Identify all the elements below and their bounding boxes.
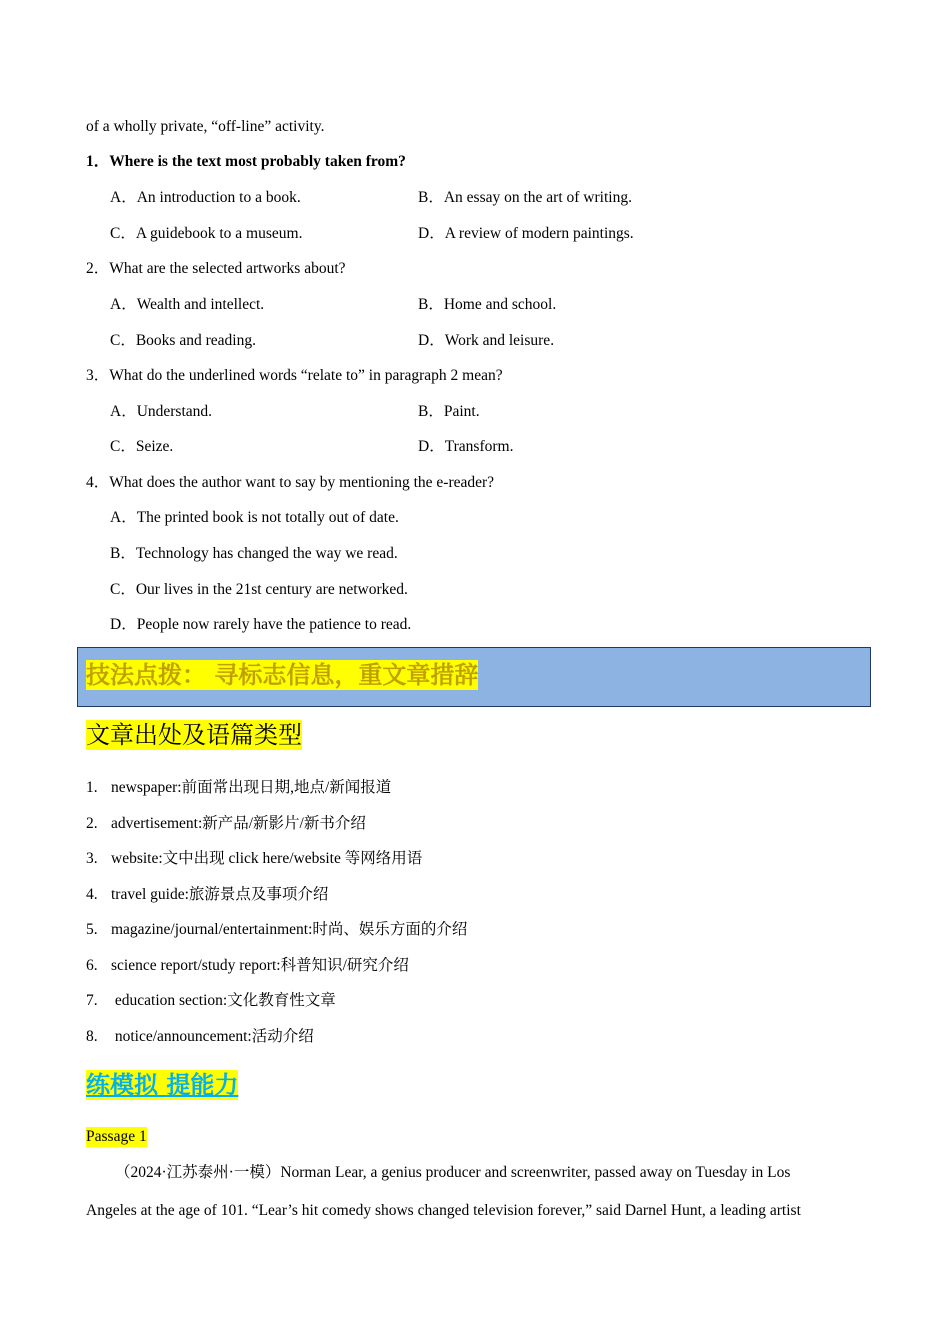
list-item: 2. advertisement:新产品/新影片/新书介绍 [86, 815, 366, 832]
tips-banner-title: 技法点拨： 寻标志信息，重文章措辞 [86, 661, 479, 689]
section-title: 文章出处及语篇类型 [86, 721, 302, 749]
tips-banner [77, 647, 871, 707]
question-4-stem: 4．What does the author want to say by mentioning the e-reader? [86, 474, 495, 491]
question-2-option-c: C．Books and reading. [110, 332, 256, 349]
list-item: 3. website:文中出现 click here/website 等网络用语 [86, 850, 423, 867]
list-item: 4. travel guide:旅游景点及事项介绍 [86, 886, 329, 903]
list-item: 1. newspaper:前面常出现日期,地点/新闻报道 [86, 779, 392, 796]
question-1-option-d: D．A review of modern paintings. [418, 225, 634, 242]
question-1-option-a: A．An introduction to a book. [110, 189, 301, 206]
practice-title: 练模拟 提能力 [86, 1071, 239, 1099]
list-item: 6. science report/study report:科普知识/研究介绍 [86, 957, 409, 974]
list-item: 7. education section:文化教育性文章 [86, 992, 336, 1009]
passage-label: Passage 1 [86, 1128, 147, 1145]
question-4-option-b: B．Technology has changed the way we read. [110, 545, 398, 562]
intro-fragment: of a wholly private, “off-line” activity. [86, 118, 325, 135]
list-item: 8. notice/announcement:活动介绍 [86, 1028, 314, 1045]
question-2-option-b: B．Home and school. [418, 296, 557, 313]
question-4-option-a: A．The printed book is not totally out of date. [110, 509, 399, 526]
question-4-option-d: D．People now rarely have the patience to read. [110, 616, 412, 633]
question-1-option-b: B．An essay on the art of writing. [418, 189, 632, 206]
question-2-option-a: A．Wealth and intellect. [110, 296, 265, 313]
question-3-option-a: A．Understand. [110, 403, 213, 420]
question-3-option-b: B．Paint. [418, 403, 480, 420]
question-4-option-c: C．Our lives in the 21st century are networked. [110, 581, 408, 598]
question-3-option-d: D．Transform. [418, 438, 514, 455]
question-2-stem: 2．What are the selected artworks about? [86, 260, 346, 277]
question-1-stem: 1．Where is the text most probably taken from? [86, 153, 406, 170]
question-2-option-d: D．Work and leisure. [418, 332, 555, 349]
list-item: 5. magazine/journal/entertainment:时尚、娱乐方面的介绍 [86, 921, 468, 938]
question-3-option-c: C．Seize. [110, 438, 174, 455]
passage-line-1: （2024·江苏泰州·一模）Norman Lear, a genius producer and screenwriter, passed away on Tuesday in Los [115, 1164, 791, 1181]
question-1-option-c: C．A guidebook to a museum. [110, 225, 303, 242]
question-3-stem: 3．What do the underlined words “relate to” in paragraph 2 mean? [86, 367, 503, 384]
passage-line-2: Angeles at the age of 101. “Lear’s hit comedy shows changed television forever,” said Darnel Hunt, a leading artist [86, 1202, 801, 1219]
